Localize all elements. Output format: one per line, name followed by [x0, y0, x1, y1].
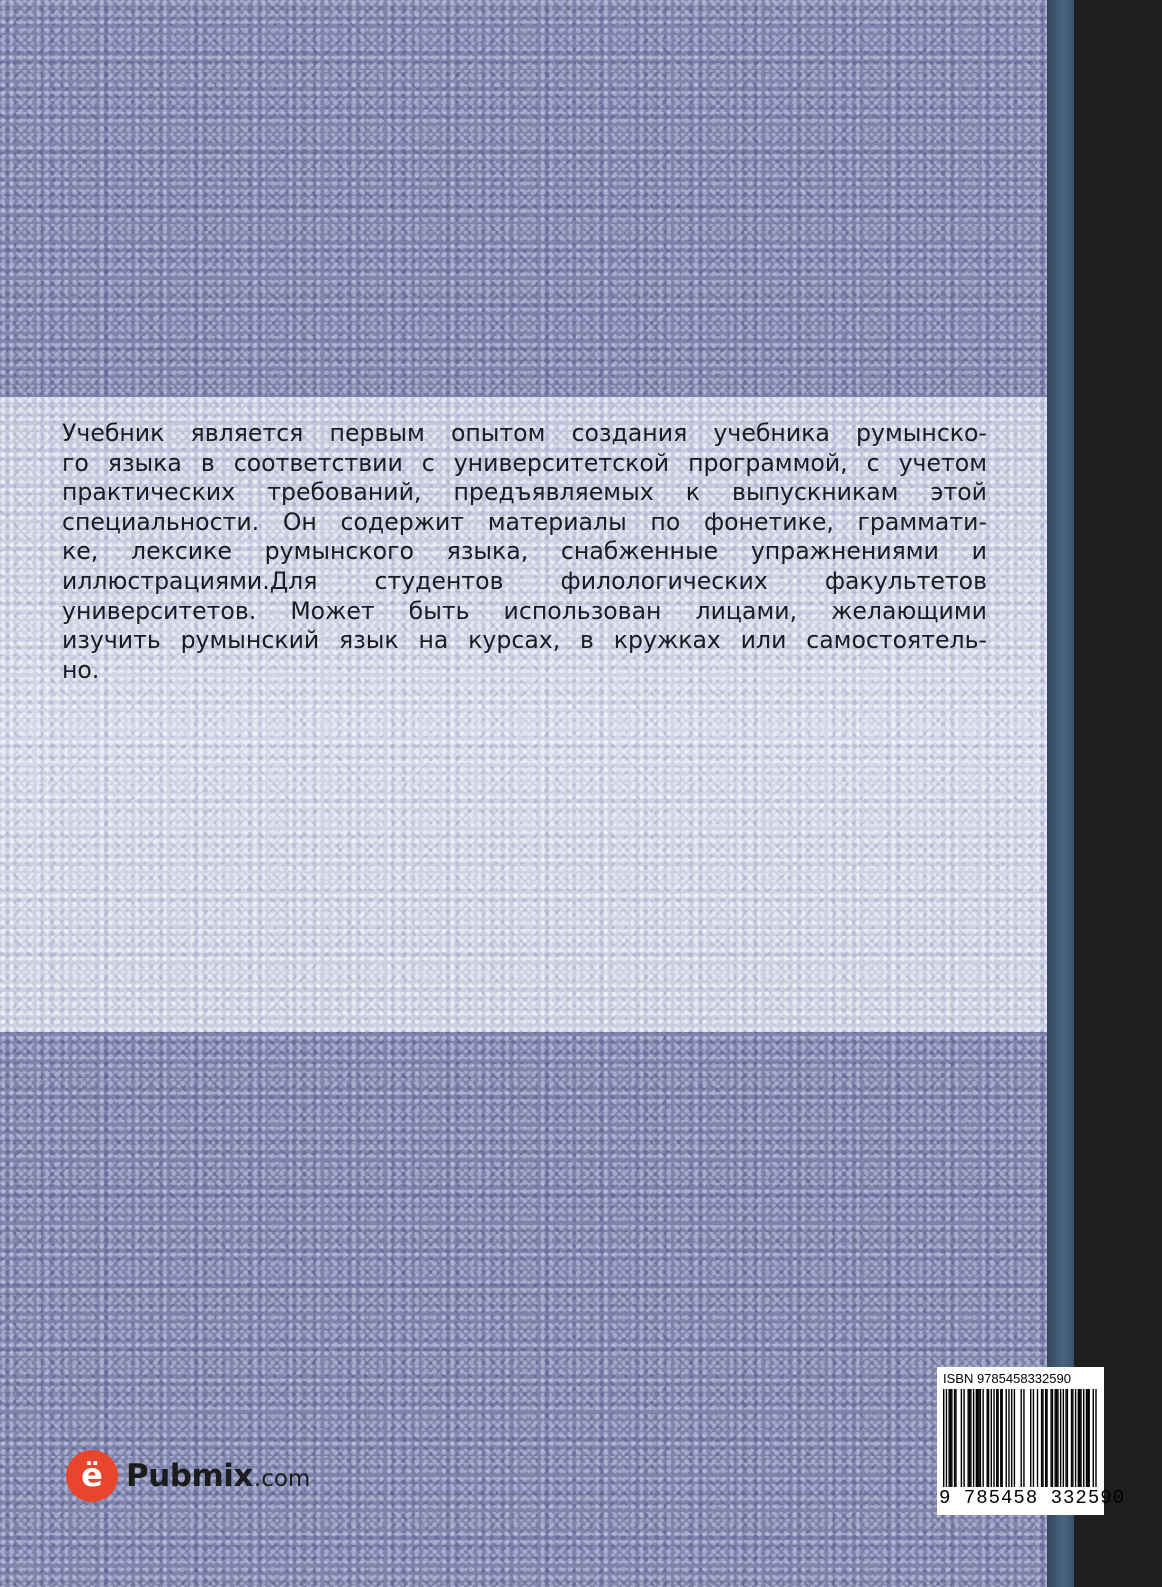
- barcode-bar: [1057, 1389, 1058, 1487]
- barcode-bar: [978, 1389, 979, 1487]
- barcode-bar: [955, 1389, 956, 1487]
- barcode-bar: [982, 1389, 983, 1487]
- barcode-bar: [1095, 1389, 1096, 1487]
- barcode-bar: [1033, 1389, 1034, 1487]
- description-line: Учебник является первым опытом создания учебника румынско-: [62, 419, 987, 447]
- book-description: [62, 419, 987, 685]
- barcode-bar: [1080, 1389, 1081, 1487]
- description-line: ке, лексике румынского языка, снабженные упражнениями и: [62, 537, 987, 566]
- barcode-bars: [943, 1389, 1098, 1487]
- barcode-bar: [1071, 1389, 1072, 1487]
- barcode-bar: [997, 1389, 998, 1487]
- barcode-bar: [1021, 1389, 1022, 1487]
- barcode-bar: [1011, 1389, 1012, 1487]
- barcode-bar: [967, 1389, 968, 1487]
- barcode-bar: [1086, 1389, 1087, 1487]
- spine: [1074, 0, 1162, 1587]
- barcode-bar: [1056, 1389, 1057, 1487]
- barcode-bar: [1041, 1389, 1042, 1487]
- isbn-barcode: [937, 1367, 1126, 1515]
- barcode-bar: [1093, 1389, 1094, 1487]
- barcode-bar: [946, 1389, 947, 1487]
- barcode-bar: [954, 1389, 955, 1487]
- barcode-bar: [970, 1389, 971, 1487]
- barcode-bar: [1083, 1389, 1084, 1487]
- barcode-bar: [1078, 1389, 1079, 1487]
- barcode-bar: [1050, 1389, 1051, 1487]
- barcode-bar: [1072, 1389, 1073, 1487]
- barcode-bar: [1006, 1389, 1007, 1487]
- description-line: университетов. Может быть использован лицами, желающими: [62, 596, 987, 625]
- description-line: специальности. Он содержит материалы по фонетике, граммати-: [62, 507, 987, 536]
- barcode-bar: [1087, 1389, 1088, 1487]
- isbn-label: ISBN 9785458332590: [943, 1371, 1071, 1386]
- publisher-badge-icon: [66, 1450, 118, 1502]
- barcode-bar: [1023, 1389, 1024, 1487]
- barcode-bar: [1054, 1389, 1055, 1487]
- barcode-bar: [943, 1389, 944, 1487]
- barcode-bar: [991, 1389, 992, 1487]
- publisher-name: Pubmix: [126, 1458, 253, 1494]
- description-line: но.: [62, 655, 100, 684]
- barcode-bar: [1052, 1389, 1053, 1487]
- barcode-bar: [961, 1389, 962, 1487]
- description-line: практических требований, предъявляемых к выпускникам этой: [62, 478, 987, 507]
- barcode-bar: [1030, 1389, 1031, 1487]
- barcode-bar: [977, 1389, 978, 1487]
- barcode-bar: [1001, 1389, 1002, 1487]
- isbn-digits: 9 785458 332590: [939, 1487, 1126, 1509]
- description-line: иллюстрациями.Для студентов филологических факультетов: [62, 566, 987, 595]
- barcode-bar: [969, 1389, 970, 1487]
- barcode-bar: [973, 1389, 974, 1487]
- barcode-bar: [1008, 1389, 1009, 1487]
- barcode-bar: [1079, 1389, 1080, 1487]
- barcode-bar: [1075, 1389, 1076, 1487]
- barcode-bar: [1067, 1389, 1068, 1487]
- publisher-logo: [66, 1450, 310, 1502]
- description-line: изучить румынский язык на курсах, в кружках или самостоятель-: [62, 626, 987, 655]
- publisher-domain: .com: [253, 1466, 311, 1492]
- barcode-bar: [1046, 1389, 1047, 1487]
- barcode-bar: [1042, 1389, 1043, 1487]
- barcode-bar: [948, 1389, 949, 1487]
- barcode-bar: [1045, 1389, 1046, 1487]
- barcode-bar: [988, 1389, 989, 1487]
- barcode-bar: [993, 1389, 994, 1487]
- barcode-bar: [987, 1389, 988, 1487]
- barcode-bar: [950, 1389, 951, 1487]
- barcode-bar: [1014, 1389, 1015, 1487]
- badge-letter: ё: [81, 1456, 103, 1494]
- barcode-bar: [1060, 1389, 1061, 1487]
- barcode-bar: [1088, 1389, 1089, 1487]
- barcode-bar: [1037, 1389, 1038, 1487]
- barcode-bar: [976, 1389, 977, 1487]
- barcode-bar: [951, 1389, 952, 1487]
- spine-edge: [1047, 0, 1074, 1587]
- barcode-bar: [980, 1389, 981, 1487]
- barcode-bar: [1065, 1389, 1066, 1487]
- barcode-bar: [996, 1389, 997, 1487]
- barcode-bar: [1000, 1389, 1001, 1487]
- barcode-bar: [1063, 1389, 1064, 1487]
- barcode-bar: [963, 1389, 964, 1487]
- description-line: го языка в соответствии с университетской программой, с учетом: [62, 448, 987, 477]
